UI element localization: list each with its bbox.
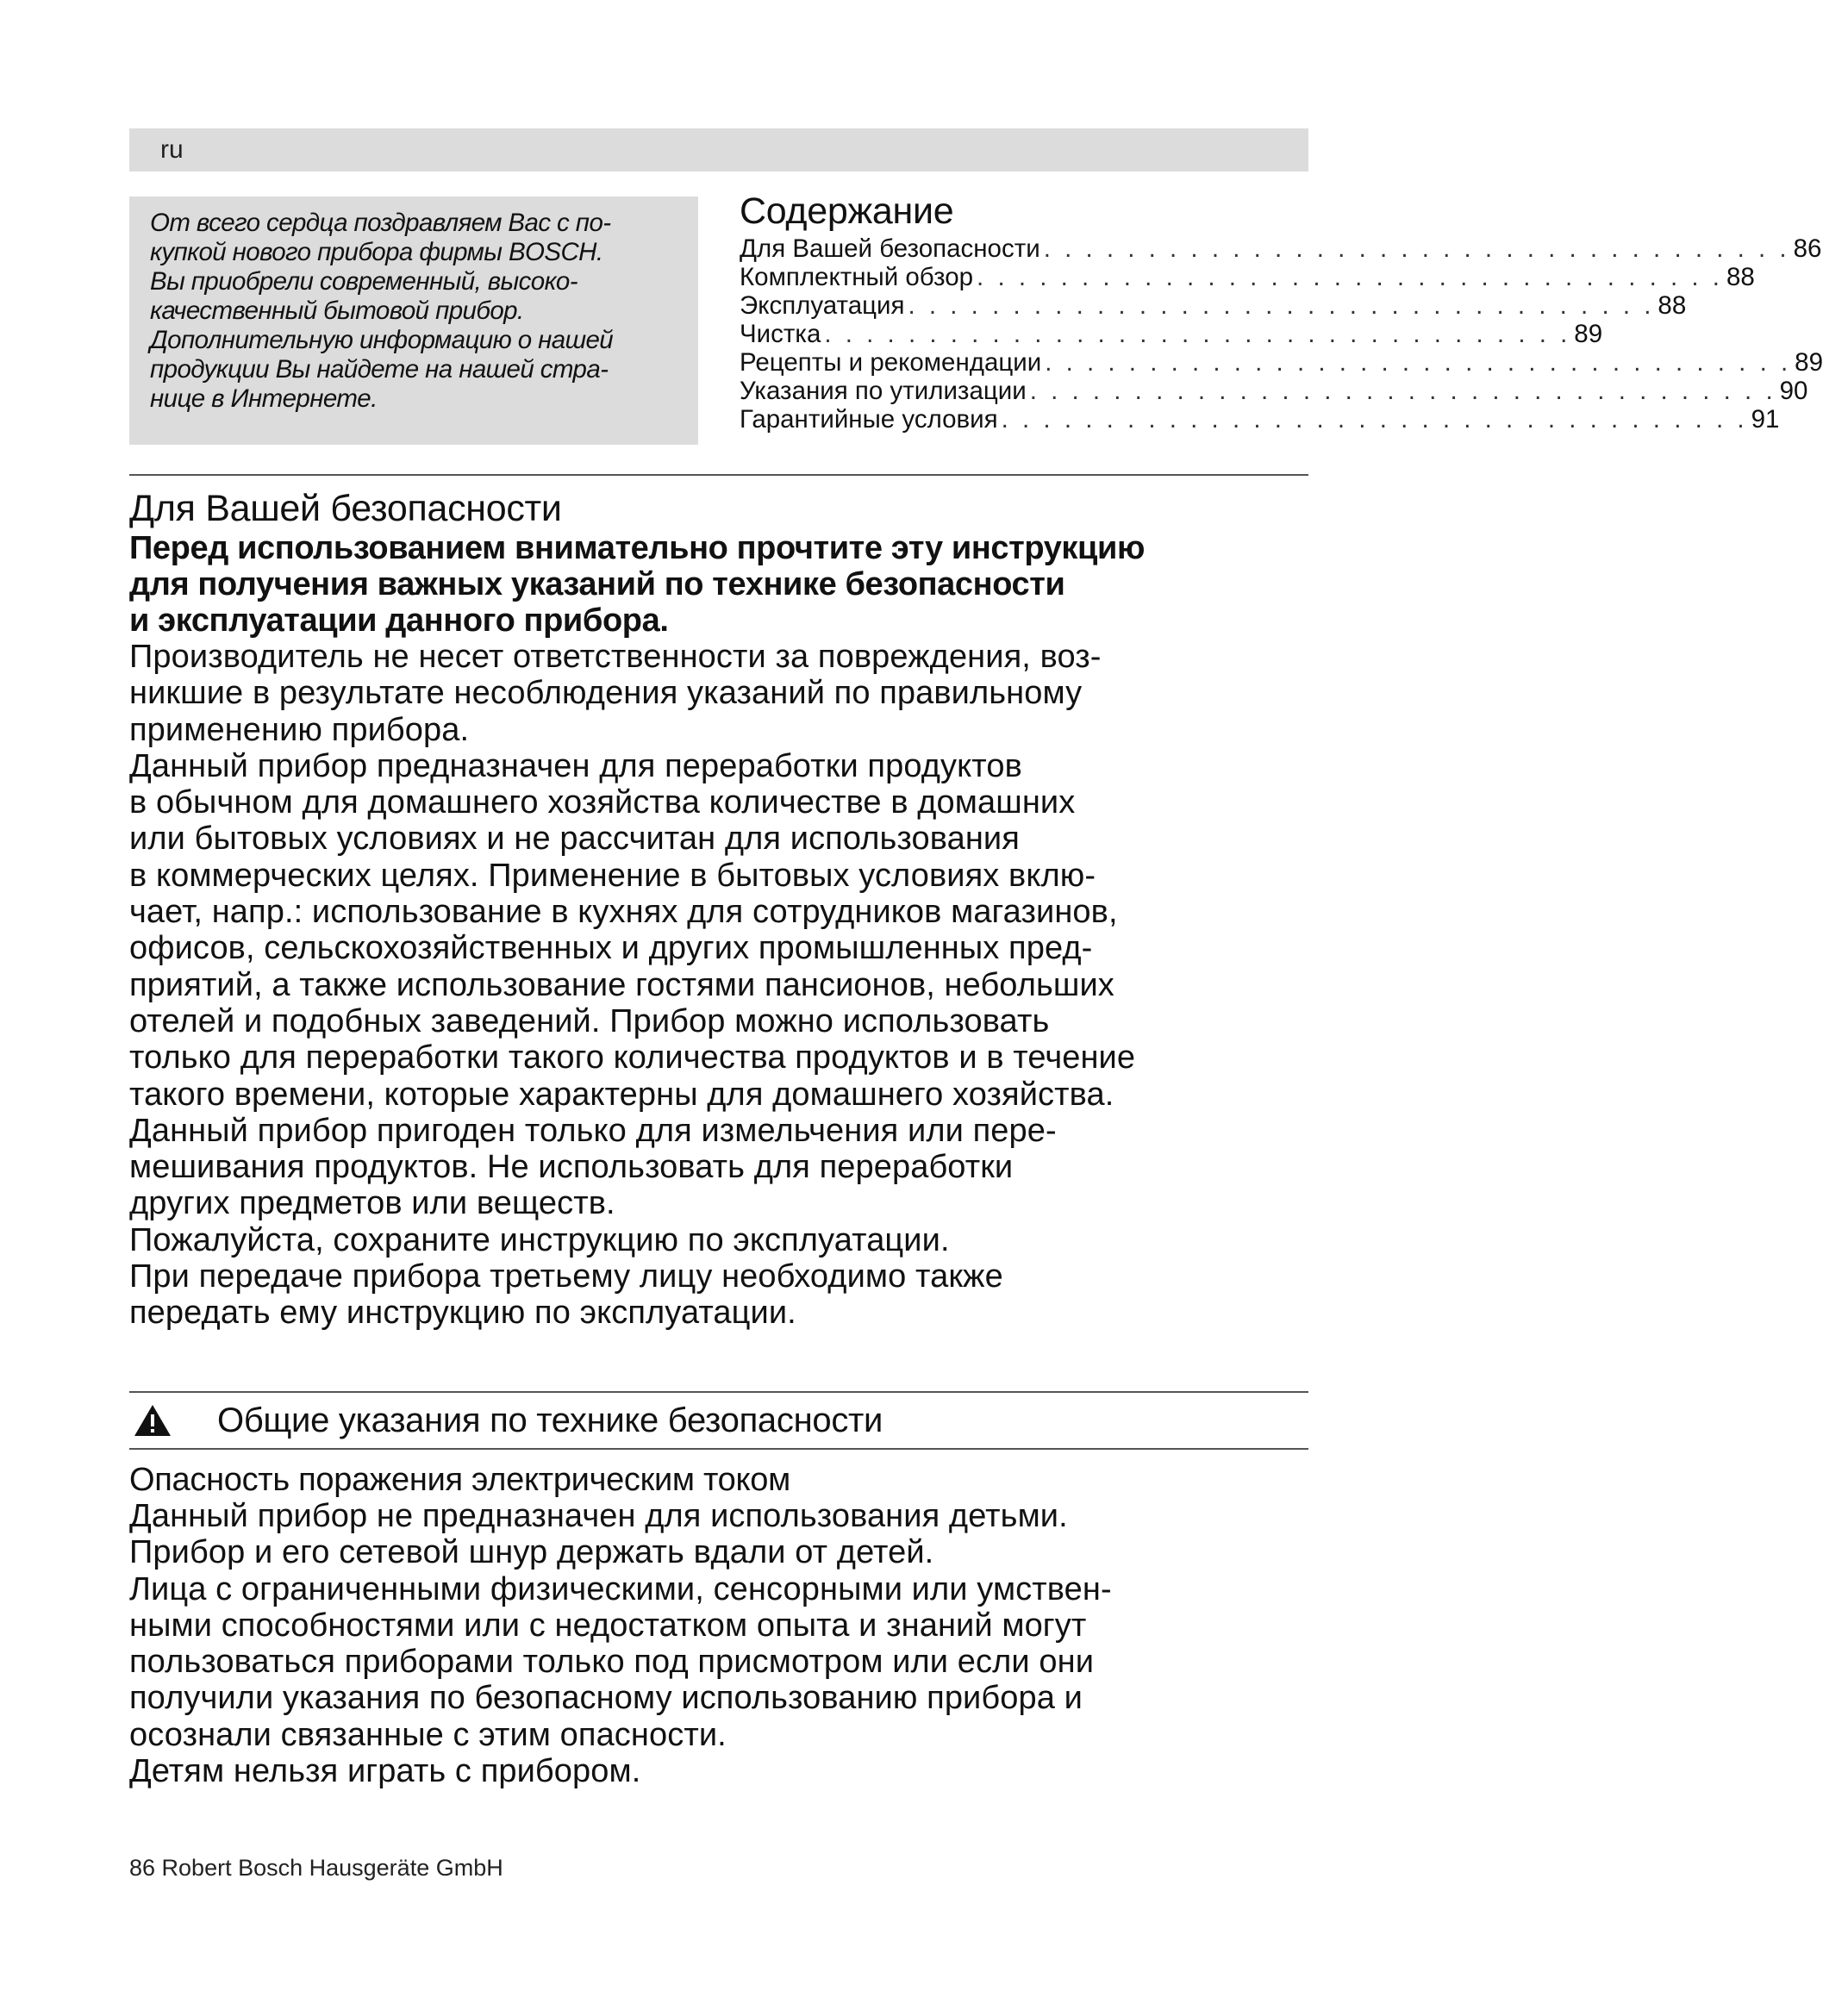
safety-text-line: Данный прибор предназначен для переработки продуктов bbox=[129, 747, 1022, 784]
toc-item-page: 91 bbox=[1751, 405, 1780, 434]
electric-shock-section bbox=[129, 1462, 1319, 1789]
safety-section bbox=[129, 487, 1319, 1332]
toc-item[interactable] bbox=[740, 377, 1808, 405]
toc-leader-dots: . . . . . . . . . . . . . . . . . . . . . . . . . . . . . . . . . . . . bbox=[1045, 348, 1792, 377]
toc-leader-dots: . . . . . . . . . . . . . . . . . . . . . . . . . . . . . . . . . . . . bbox=[908, 291, 1655, 320]
safety-text-line: применению прибора. bbox=[129, 711, 470, 748]
intro-line: купкой нового прибора фирмы BOSCH. bbox=[150, 238, 603, 266]
general-text-line: получили указания по безопасному использованию прибора и bbox=[129, 1680, 1083, 1717]
general-text-line: ными способностями или с недостатком опыта и знаний могут bbox=[129, 1607, 1087, 1644]
general-safety-header bbox=[129, 1398, 1308, 1443]
toc-item-label: Гарантийные условия bbox=[740, 405, 998, 434]
intro-line: Дополнительную информацию о нашей bbox=[150, 326, 614, 354]
safety-text-line: чает, напр.: использование в кухнях для сотрудников магазинов, bbox=[129, 894, 1118, 931]
safety-text-line: Пожалуйста, сохраните инструкцию по эксплуатации. bbox=[129, 1221, 950, 1258]
toc-item-label: Указания по утилизации bbox=[740, 377, 1027, 405]
safety-text-line: приятий, а также использование гостями пансионов, небольших bbox=[129, 966, 1114, 1003]
safety-text-line: в обычном для домашнего хозяйства количестве в домашних bbox=[129, 784, 1076, 821]
intro-line: качественный бытовой прибор. bbox=[150, 296, 524, 325]
toc-item[interactable] bbox=[740, 320, 1603, 348]
safety-text-line: отелей и подобных заведений. Прибор можно использовать bbox=[129, 1002, 1050, 1039]
general-text-line: пользоваться приборами только под присмотром или если они bbox=[129, 1644, 1095, 1681]
safety-text-line: При передаче прибора третьему лицу необходимо также bbox=[129, 1258, 1003, 1295]
safety-bold-line: для получения важных указаний по технике безопасности bbox=[129, 566, 1065, 602]
safety-text-line: передать ему инструкцию по эксплуатации. bbox=[129, 1295, 796, 1332]
general-text-line: осознали связанные с этим опасности. bbox=[129, 1716, 727, 1753]
toc-leader-dots: . . . . . . . . . . . . . . . . . . . . . . . . . . . . . . . . . . . . bbox=[1043, 234, 1790, 263]
toc-leader-dots: . . . . . . . . . . . . . . . . . . . . . . . . . . . . . . . . . . . . bbox=[977, 263, 1723, 291]
toc-leader-dots: . . . . . . . . . . . . . . . . . . . . . . . . . . . . . . . . . . . . bbox=[824, 320, 1571, 348]
general-text-line: Лица с ограниченными физическими, сенсорными или умствен- bbox=[129, 1570, 1112, 1607]
language-code: ru bbox=[160, 135, 184, 164]
table-of-contents bbox=[740, 188, 1823, 434]
subsection-title: Опасность поражения электрическим током bbox=[129, 1462, 790, 1498]
general-text-line: Прибор и его сетевой шнур держать вдали от детей. bbox=[129, 1534, 934, 1571]
toc-item[interactable] bbox=[740, 234, 1822, 263]
safety-text-line: других предметов или веществ. bbox=[129, 1185, 615, 1222]
safety-text-line: Данный прибор пригоден только для измельчения или пере- bbox=[129, 1112, 1057, 1149]
warning-triangle-icon bbox=[133, 1403, 172, 1438]
section-title: Общие указания по технике безопасности bbox=[217, 1401, 883, 1439]
general-text-line: Детям нельзя играть с прибором. bbox=[129, 1753, 641, 1790]
toc-item[interactable] bbox=[740, 263, 1755, 291]
toc-item-label: Эксплуатация bbox=[740, 291, 905, 320]
section-divider bbox=[129, 1391, 1308, 1393]
page-footer: 86 Robert Bosch Hausgeräte GmbH bbox=[129, 1855, 503, 1881]
safety-text-line: никшие в результате несоблюдения указаний по правильному bbox=[129, 675, 1083, 712]
toc-item-page: 90 bbox=[1779, 377, 1808, 405]
toc-item[interactable] bbox=[740, 291, 1687, 320]
toc-item-label: Комплектный обзор bbox=[740, 263, 974, 291]
safety-text-line: Производитель не несет ответственности за повреждения, воз- bbox=[129, 639, 1102, 675]
intro-line: Вы приобрели современный, высоко- bbox=[150, 267, 577, 296]
toc-item-label: Для Вашей безопасности bbox=[740, 234, 1040, 263]
safety-bold-line: Перед использованием внимательно прочтите эту инструкцию bbox=[129, 530, 1146, 566]
toc-item-label: Рецепты и рекомендации bbox=[740, 348, 1042, 377]
safety-text-line: офисов, сельскохозяйственных и других промышленных пред- bbox=[129, 930, 1093, 967]
toc-item[interactable] bbox=[740, 348, 1823, 377]
toc-item-page: 88 bbox=[1658, 291, 1687, 320]
section-divider bbox=[129, 1448, 1308, 1450]
general-text-line: Данный прибор не предназначен для использования детьми. bbox=[129, 1498, 1068, 1534]
safety-text-line: мешивания продуктов. Не использовать для переработки bbox=[129, 1149, 1014, 1186]
safety-text-line: такого времени, которые характерны для домашнего хозяйства. bbox=[129, 1076, 1114, 1113]
toc-item[interactable] bbox=[740, 405, 1780, 434]
toc-item-page: 86 bbox=[1793, 234, 1822, 263]
safety-text-line: в коммерческих целях. Применение в бытовых условиях вклю- bbox=[129, 857, 1096, 894]
intro-line: От всего сердца поздравляем Вас с по- bbox=[150, 209, 611, 237]
intro-line: продукции Вы найдете на нашей стра- bbox=[150, 355, 609, 384]
section-title: Для Вашей безопасности bbox=[129, 488, 562, 529]
safety-text-line: только для переработки такого количества продуктов и в течение bbox=[129, 1039, 1136, 1077]
safety-text-line: или бытовых условиях и не рассчитан для использования bbox=[129, 821, 1020, 858]
toc-item-page: 88 bbox=[1726, 263, 1755, 291]
toc-item-label: Чистка bbox=[740, 320, 821, 348]
toc-leader-dots: . . . . . . . . . . . . . . . . . . . . . . . . . . . . . . . . . . . . bbox=[1029, 377, 1776, 405]
safety-bold-line: и эксплуатации данного прибора. bbox=[129, 602, 669, 639]
language-bar bbox=[129, 128, 1308, 172]
toc-item-page: 89 bbox=[1795, 348, 1823, 377]
toc-leader-dots: . . . . . . . . . . . . . . . . . . . . . . . . . . . . . . . . . . . . bbox=[1001, 405, 1748, 434]
intro-box bbox=[129, 197, 698, 445]
toc-item-page: 89 bbox=[1574, 320, 1603, 348]
section-divider bbox=[129, 474, 1308, 476]
intro-line: нице в Интернете. bbox=[150, 384, 378, 413]
toc-title: Содержание bbox=[740, 190, 954, 232]
